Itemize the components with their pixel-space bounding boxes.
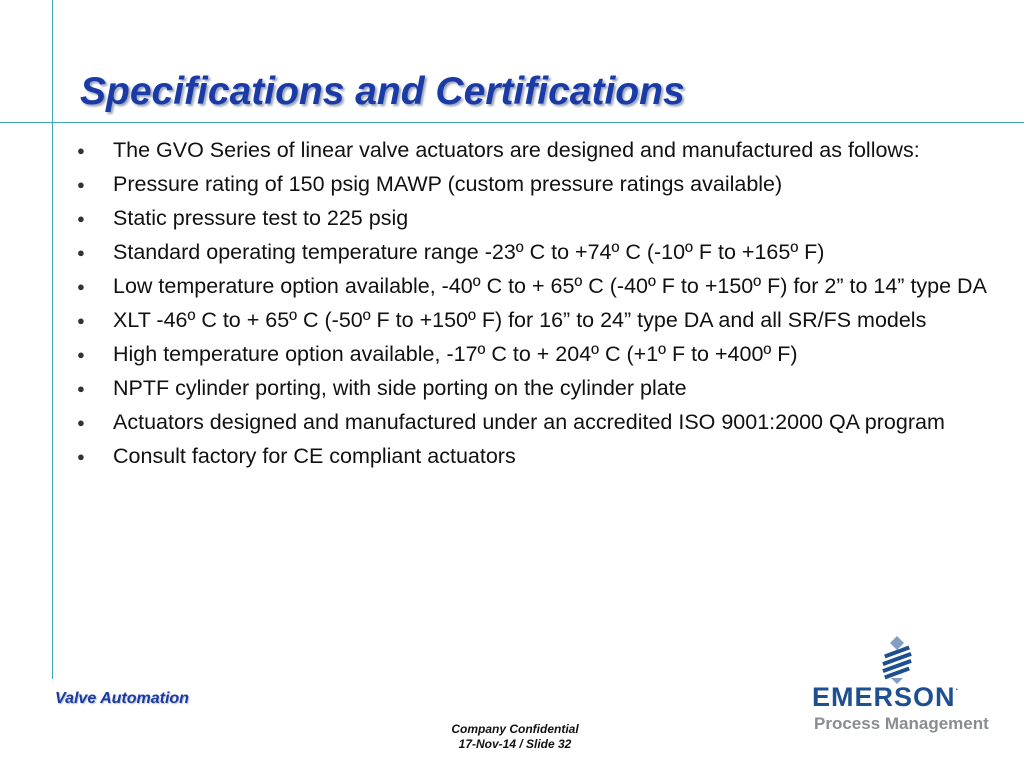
bullet-icon: ●	[77, 143, 85, 158]
bullet-item	[73, 240, 993, 265]
emerson-logo	[812, 636, 992, 736]
bullet-item	[73, 206, 993, 231]
footer-division-label: Valve Automation	[55, 690, 189, 707]
bullet-icon: ●	[77, 211, 85, 226]
bullet-icon: ●	[77, 279, 85, 294]
bullet-item	[73, 444, 993, 469]
bullet-text: Standard operating temperature range -23º C to +74º C (-10º F to +165º F)	[113, 240, 825, 264]
bullet-item	[73, 410, 993, 435]
vertical-rule	[52, 0, 53, 679]
bullet-item	[73, 308, 993, 333]
bullet-icon: ●	[77, 449, 85, 464]
emerson-wordmark-text: EMERSON	[812, 682, 956, 712]
footer-confidential-block	[380, 722, 650, 752]
bullet-text: Low temperature option available, -40º C to + 65º C (-40º F to +150º F) for 2” to 14” type DA	[113, 274, 987, 298]
bullet-item	[73, 274, 993, 299]
trademark-mark: .	[955, 682, 959, 692]
bullet-text: The GVO Series of linear valve actuators are designed and manufactured as follows:	[113, 138, 920, 162]
bullet-icon: ●	[77, 177, 85, 192]
bullet-text: High temperature option available, -17º C to + 204º C (+1º F to +400º F)	[113, 342, 798, 366]
emerson-wordmark	[812, 682, 992, 713]
bullet-text: Actuators designed and manufactured under an accredited ISO 9001:2000 QA program	[113, 410, 945, 434]
bullet-text: Consult factory for CE compliant actuators	[113, 444, 516, 468]
footer-date-slide: 17-Nov-14 / Slide 32	[458, 737, 572, 751]
title-underline-rule	[0, 122, 1024, 123]
bullet-icon: ●	[77, 313, 85, 328]
bullet-text: XLT -46º C to + 65º C (-50º F to +150º F) for 16” to 24” type DA and all SR/FS models	[113, 308, 927, 332]
bullet-icon: ●	[77, 381, 85, 396]
bullet-icon: ●	[77, 415, 85, 430]
emerson-logo-mark-icon	[878, 636, 916, 684]
slide-title: Specifications and Certifications	[80, 70, 685, 113]
emerson-subtitle: Process Management	[814, 714, 989, 733]
bullet-item	[73, 376, 993, 401]
bullet-item	[73, 342, 993, 367]
bullet-list	[73, 138, 993, 478]
footer-confidential: Company Confidential	[451, 722, 579, 736]
bullet-item	[73, 172, 993, 197]
bullet-text: NPTF cylinder porting, with side porting on the cylinder plate	[113, 376, 687, 400]
bullet-icon: ●	[77, 347, 85, 362]
bullet-text: Static pressure test to 225 psig	[113, 206, 409, 230]
bullet-item	[73, 138, 993, 163]
bullet-text: Pressure rating of 150 psig MAWP (custom pressure ratings available)	[113, 172, 783, 196]
bullet-icon: ●	[77, 245, 85, 260]
